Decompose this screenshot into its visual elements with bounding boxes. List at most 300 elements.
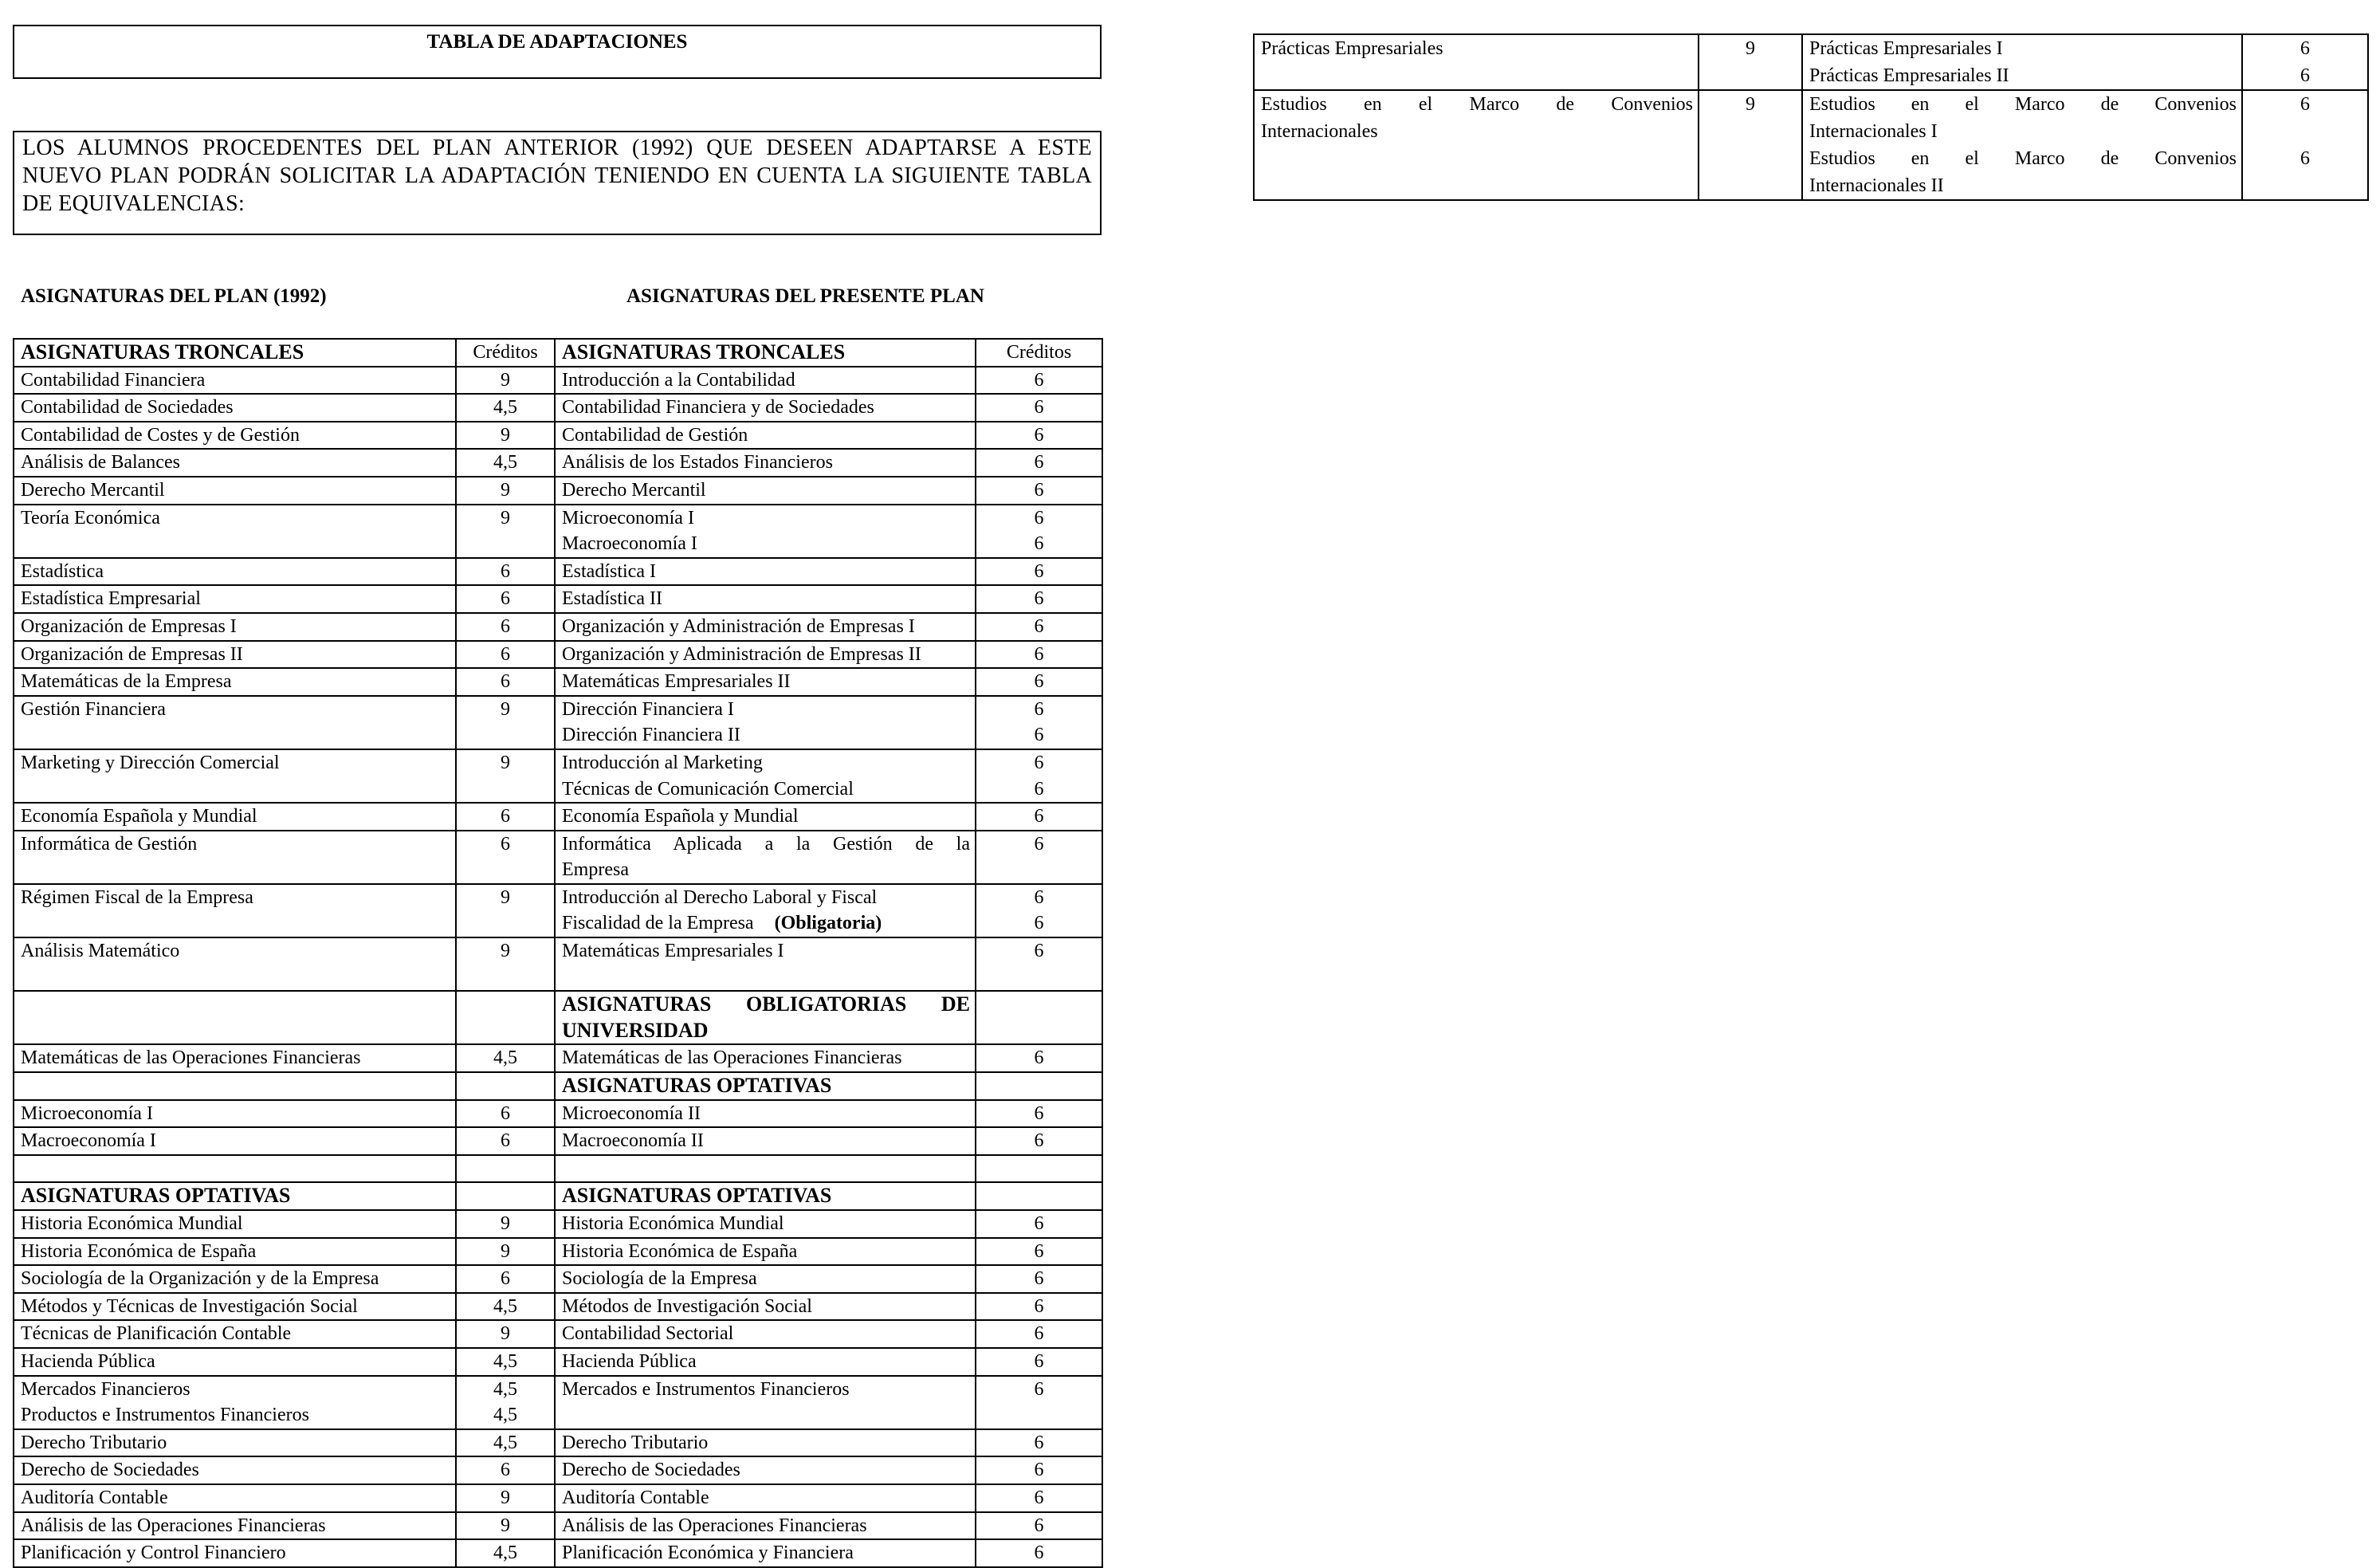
new-subject: [555, 1348, 976, 1376]
new-troncales-header: ASIGNATURAS TRONCALES: [555, 339, 976, 367]
new-credits-line: 6: [1034, 452, 1044, 474]
new-credits-line: 6: [1034, 1323, 1044, 1345]
old-credits-line: 9: [501, 1240, 510, 1262]
new-credits-line: 6: [1034, 533, 1044, 555]
old-credits-line: 4,5: [493, 1378, 517, 1400]
old-credits: [1699, 34, 1802, 90]
old-subject-line: [21, 776, 450, 803]
new-subject-line: Macroeconomía II: [562, 1130, 704, 1152]
old-subject-line: Prácticas Empresariales: [1261, 38, 1443, 59]
old-optativas-header: [14, 1182, 456, 1210]
old-credits-line: [1699, 118, 1801, 145]
old-credits: [456, 1376, 555, 1429]
old-credits-line: 6: [501, 806, 510, 827]
old-credits-line: [457, 531, 554, 557]
new-subject-line: Economía Española y Mundial: [562, 806, 799, 827]
old-subject-line: Matemáticas de las Operaciones Financieras: [21, 1047, 361, 1069]
new-subject-line: Informática Aplicada a la Gestión de la: [562, 833, 970, 855]
old-subject: [14, 1484, 456, 1512]
old-credits-line: 9: [1746, 38, 1755, 59]
old-credits-line: 4,5: [493, 1350, 517, 1372]
new-subject: [555, 668, 976, 696]
new-credits: [976, 1348, 1102, 1376]
new-credits-line: 6: [1034, 1515, 1044, 1536]
empty-cell: [456, 1182, 555, 1210]
new-subject-line: Planificación Económica y Financiera: [562, 1542, 854, 1564]
new-subject-line: Matemáticas de las Operaciones Financieras: [562, 1047, 902, 1069]
empty-cell-line: [21, 1156, 450, 1182]
old-credits-line: 6: [501, 588, 510, 610]
old-subject: [1254, 34, 1699, 90]
new-credits: [976, 1265, 1102, 1293]
new-subject: [555, 1293, 976, 1321]
obligatorias-header-line: ASIGNATURAS OBLIGATORIAS DE: [562, 992, 970, 1016]
empty-cell-line: [976, 1018, 1102, 1044]
old-subject: [14, 831, 456, 884]
new-subject: [555, 1429, 976, 1457]
new-subject-line: Derecho Mercantil: [562, 479, 706, 501]
old-credits-line: [1699, 62, 1801, 89]
optativas-header-row: [14, 1072, 1102, 1100]
new-subject: [555, 449, 976, 477]
new-credits: [976, 1484, 1102, 1512]
new-credits-line: 6: [1034, 560, 1044, 582]
new-credits: [976, 1320, 1102, 1348]
old-credits-line: 9: [1746, 94, 1755, 115]
old-credits-line: [457, 776, 554, 803]
old-subject: [14, 1293, 456, 1321]
new-credits: [976, 937, 1102, 991]
new-subject-line: Historia Económica de España: [562, 1240, 798, 1262]
new-credits-line: [2243, 118, 2367, 145]
continuation-table: [1253, 33, 2369, 201]
table-row: [14, 1265, 1102, 1293]
old-subject-line: Marketing y Dirección Comercial: [21, 752, 280, 773]
old-subject-line: [21, 910, 450, 937]
empty-cell: [976, 1182, 1102, 1210]
new-credits-line: 6: [2300, 38, 2310, 59]
new-credits-line: 6: [1034, 1047, 1044, 1069]
table-row: [14, 1044, 1102, 1072]
empty-cell: [976, 1155, 1102, 1183]
new-credits: [976, 585, 1102, 613]
old-credits-line: 9: [501, 698, 510, 720]
empty-cell: [456, 1072, 555, 1100]
old-subject-line: Microeconomía I: [21, 1102, 153, 1124]
equivalence-table-body: [14, 339, 1102, 1567]
old-subject: [14, 1376, 456, 1429]
table-row: [14, 831, 1102, 884]
old-credits-line: 6: [501, 1130, 510, 1152]
new-subject: [555, 1539, 976, 1567]
old-credits-line: 6: [501, 643, 510, 665]
old-subject: [14, 803, 456, 831]
old-subject-line: Contabilidad de Sociedades: [21, 397, 234, 419]
new-subject: [555, 1456, 976, 1484]
table-header-row: [14, 339, 1102, 367]
table-row: [1254, 34, 2368, 90]
table-row: [14, 1100, 1102, 1128]
new-credits: [976, 749, 1102, 803]
new-subject-line: Macroeconomía I: [562, 533, 697, 555]
new-credits-line: 6: [1034, 833, 1044, 855]
old-subject: [14, 585, 456, 613]
old-subject: [14, 422, 456, 450]
table-row: [14, 449, 1102, 477]
old-subject-line: [21, 857, 450, 883]
old-subject: [14, 1456, 456, 1484]
old-credits-line: 6: [501, 1460, 510, 1481]
new-subject-line: Estudios en el Marco de Convenios: [1809, 94, 2237, 115]
new-subject: [555, 1512, 976, 1540]
table-row: [14, 937, 1102, 991]
new-subject-line: [562, 910, 970, 937]
old-credits-line: 9: [501, 479, 510, 501]
old-credits: [456, 1539, 555, 1567]
table-row: [14, 477, 1102, 505]
old-subject: [14, 1429, 456, 1457]
old-credits: [456, 422, 555, 450]
old-credits: [456, 1456, 555, 1484]
table-row: [14, 1456, 1102, 1484]
old-credits: [456, 1100, 555, 1128]
old-subject-line: Internacionales: [1261, 121, 1378, 142]
old-subject-line: [1261, 145, 1693, 172]
table-row: [14, 803, 1102, 831]
old-credits-line: [457, 965, 554, 991]
old-credits-line: 9: [501, 507, 510, 529]
new-credits: [976, 1210, 1102, 1238]
old-subject: [14, 477, 456, 505]
table-row: [14, 696, 1102, 749]
new-subject-line: [562, 965, 970, 991]
new-credits: [976, 1238, 1102, 1266]
old-subject-line: Análisis Matemático: [21, 941, 180, 962]
new-credits: [976, 1127, 1102, 1155]
new-credits: [2242, 34, 2368, 90]
title-box: [13, 25, 1102, 79]
empty-cell-line: [457, 1018, 554, 1044]
new-credits-line: 6: [1034, 778, 1044, 800]
new-credits-line: 6: [1034, 913, 1044, 934]
optativas-header: [555, 1072, 976, 1100]
table-row: [14, 558, 1102, 586]
old-credits: [456, 1238, 555, 1266]
new-credits: [976, 1429, 1102, 1457]
old-credits-line: [1699, 145, 1801, 172]
new-subject: [555, 1238, 976, 1266]
old-subject-line: [21, 965, 450, 991]
new-credits-line: 6: [1034, 1102, 1044, 1124]
intro-box: [13, 131, 1102, 235]
new-subject-line: Técnicas de Comunicación Comercial: [562, 778, 854, 800]
new-credits: [976, 1100, 1102, 1128]
old-credits-line: 6: [501, 1268, 510, 1290]
new-credits-line: 6: [2300, 94, 2310, 115]
new-credits: [976, 803, 1102, 831]
old-subject-line: Auditoría Contable: [21, 1487, 168, 1508]
new-credits: [976, 1512, 1102, 1540]
new-subject-line: Prácticas Empresariales I: [1809, 38, 2003, 59]
old-credits: [456, 367, 555, 395]
empty-cell-line: [976, 1073, 1102, 1099]
table-row: [14, 505, 1102, 558]
old-credits: [456, 505, 555, 558]
new-credits-line: 6: [1034, 369, 1044, 391]
new-plan-heading: ASIGNATURAS DEL PRESENTE PLAN: [626, 285, 984, 307]
new-credits-line: 6: [1034, 1378, 1044, 1400]
old-subject: [14, 1210, 456, 1238]
new-subject-line: Microeconomía I: [562, 507, 694, 529]
old-credits-line: 9: [501, 752, 510, 773]
old-credits-line: 6: [501, 615, 510, 637]
old-credits: [456, 394, 555, 422]
empty-cell: [14, 991, 456, 1044]
new-credits: [976, 641, 1102, 669]
new-subject-line: Análisis de los Estados Financieros: [562, 452, 833, 474]
new-subject-line: Contabilidad Sectorial: [562, 1323, 734, 1345]
new-subject: [555, 803, 976, 831]
table-row: [14, 749, 1102, 803]
old-subject-line: Hacienda Pública: [21, 1350, 155, 1372]
empty-cell-line: [976, 1183, 1102, 1209]
old-subject-line: Organización de Empresas II: [21, 643, 243, 665]
old-credits: [456, 1210, 555, 1238]
empty-cell-line: [457, 1073, 554, 1099]
old-subject-line: Matemáticas de la Empresa: [21, 671, 232, 693]
new-credits-line: [976, 857, 1102, 883]
old-credits-line: 4,5: [493, 1405, 517, 1426]
new-optativas-header: [555, 1182, 976, 1210]
obligatorias-header-row: [14, 991, 1102, 1044]
new-subject-line: Internacionales II: [1809, 175, 1944, 196]
new-subject-line: Contabilidad de Gestión: [562, 424, 748, 446]
old-plan-heading: ASIGNATURAS DEL PLAN (1992): [21, 285, 327, 307]
new-subject: [555, 884, 976, 937]
new-credits: [976, 613, 1102, 641]
old-credits: [456, 641, 555, 669]
new-credits-line: 6: [1034, 615, 1044, 637]
new-credits: [2242, 90, 2368, 200]
old-subject-line: Estudios en el Marco de Convenios: [1261, 94, 1693, 115]
old-subject-line: Derecho Mercantil: [21, 479, 165, 501]
old-credits: [456, 1265, 555, 1293]
document-title: TABLA DE ADAPTACIONES: [426, 31, 688, 53]
new-subject: [555, 1210, 976, 1238]
new-subject-line: Organización y Administración de Empresas II: [562, 643, 921, 665]
new-subject: [555, 1320, 976, 1348]
old-subject-line: Estadística: [21, 560, 104, 582]
table-row: [14, 422, 1102, 450]
optativas-header-row: [14, 1182, 1102, 1210]
new-subject-line: Auditoría Contable: [562, 1487, 709, 1508]
new-subject: [555, 505, 976, 558]
new-subject: [555, 1100, 976, 1128]
old-subject-line: Análisis de las Operaciones Financieras: [21, 1515, 326, 1536]
table-row: [14, 1484, 1102, 1512]
new-credits-line: 6: [1034, 806, 1044, 827]
new-credits-line: 6: [1034, 643, 1044, 665]
old-credits: [456, 1293, 555, 1321]
new-credits-header: Créditos: [976, 339, 1102, 367]
new-subject: [555, 1376, 976, 1429]
old-credits-line: [1699, 172, 1801, 199]
empty-cell-line: [457, 992, 554, 1018]
new-subject-line: Estadística I: [562, 560, 656, 582]
new-credits: [976, 1376, 1102, 1429]
old-subject: [14, 1238, 456, 1266]
old-subject: [14, 1512, 456, 1540]
old-subject-line: Informática de Gestión: [21, 833, 198, 855]
old-credits: [456, 803, 555, 831]
new-credits-line: 6: [1034, 1268, 1044, 1290]
old-subject: [14, 558, 456, 586]
obligatoria-tag: (Obligatoria): [774, 913, 882, 934]
old-credits-line: 9: [501, 1213, 510, 1234]
obligatorias-header: [555, 991, 976, 1044]
old-subject: [14, 1127, 456, 1155]
old-credits-line: 9: [501, 1323, 510, 1345]
new-subject-line: [562, 1402, 970, 1428]
old-subject-line: Historia Económica de España: [21, 1240, 257, 1262]
new-subject-line: Estadística II: [562, 588, 662, 610]
old-credits-line: 6: [501, 671, 510, 693]
new-credits: [976, 558, 1102, 586]
old-subject-line: Gestión Financiera: [21, 698, 166, 720]
new-credits-line: 6: [1034, 1350, 1044, 1372]
new-credits-line: 6: [1034, 479, 1044, 501]
table-row: [14, 613, 1102, 641]
old-subject-line: Derecho Tributario: [21, 1432, 167, 1453]
old-credits-line: 4,5: [493, 1295, 517, 1317]
old-credits: [456, 585, 555, 613]
new-credits-line: 6: [1034, 1460, 1044, 1481]
table-row: [14, 1429, 1102, 1457]
old-credits: [456, 1512, 555, 1540]
old-credits: [456, 884, 555, 937]
table-row: [14, 394, 1102, 422]
old-credits: [456, 749, 555, 803]
old-credits: [456, 1044, 555, 1072]
empty-cell: [456, 991, 555, 1044]
new-subject-line: Microeconomía II: [562, 1102, 701, 1124]
table-row: [14, 1320, 1102, 1348]
new-credits-line: [2243, 172, 2367, 199]
new-credits: [976, 422, 1102, 450]
old-subject-line: Planificación y Control Financiero: [21, 1542, 286, 1564]
old-subject-line: [21, 722, 450, 749]
old-optativas-header-line: ASIGNATURAS OPTATIVAS: [21, 1184, 291, 1208]
old-credits-line: 6: [501, 1102, 510, 1124]
old-credits-line: 4,5: [493, 1047, 517, 1069]
old-subject-line: Técnicas de Planificación Contable: [21, 1323, 292, 1345]
old-subject: [14, 367, 456, 395]
old-credits: [456, 449, 555, 477]
new-subject: [555, 558, 976, 586]
new-credits-line: 6: [2300, 65, 2310, 86]
table-row: [14, 1539, 1102, 1567]
old-credits-line: [457, 910, 554, 937]
new-credits-line: 6: [1034, 941, 1044, 962]
old-subject: [14, 749, 456, 803]
old-subject: [14, 1044, 456, 1072]
new-subject: [555, 1127, 976, 1155]
old-subject-line: Sociología de la Organización y de la Empresa: [21, 1268, 379, 1290]
new-credits: [976, 505, 1102, 558]
new-credits-line: 6: [1034, 698, 1044, 720]
new-subject: [1802, 34, 2242, 90]
new-subject-line: Análisis de las Operaciones Financieras: [562, 1515, 867, 1536]
new-subject: [555, 696, 976, 749]
table-row: [14, 1127, 1102, 1155]
old-credits: [456, 558, 555, 586]
new-credits: [976, 1293, 1102, 1321]
new-subject: [555, 1044, 976, 1072]
empty-cell-line: [457, 1183, 554, 1209]
empty-cell: [14, 1072, 456, 1100]
new-subject: [555, 1265, 976, 1293]
old-subject: [14, 641, 456, 669]
new-credits-line: 6: [1034, 424, 1044, 446]
new-credits-line: 6: [1034, 1130, 1044, 1152]
new-subject-line: Estudios en el Marco de Convenios: [1809, 148, 2237, 169]
old-credits: [456, 696, 555, 749]
new-subject: [555, 367, 976, 395]
old-credits-line: 6: [501, 833, 510, 855]
old-subject-line: Macroeconomía I: [21, 1130, 156, 1152]
new-subject-line: Introducción al Marketing: [562, 752, 763, 773]
old-subject: [1254, 90, 1699, 200]
new-subject: [555, 613, 976, 641]
table-row: [14, 1238, 1102, 1266]
new-subject-text: Fiscalidad de la Empresa: [562, 913, 754, 934]
old-subject-line: Contabilidad Financiera: [21, 369, 206, 391]
empty-cell-line: [976, 1156, 1102, 1182]
table-row: [14, 668, 1102, 696]
old-credits-line: 6: [501, 560, 510, 582]
new-credits: [976, 696, 1102, 749]
empty-cell-line: [457, 1156, 554, 1182]
new-optativas-header-line: ASIGNATURAS OPTATIVAS: [562, 1184, 832, 1208]
new-subject-line: Dirección Financiera I: [562, 698, 734, 720]
new-credits-line: 6: [1034, 1542, 1044, 1564]
new-credits-line: 6: [1034, 1240, 1044, 1262]
new-credits: [976, 449, 1102, 477]
new-subject-line: Hacienda Pública: [562, 1350, 697, 1372]
old-subject-line: Teoría Económica: [21, 507, 160, 529]
new-subject: [555, 477, 976, 505]
old-subject-line: Contabilidad de Costes y de Gestión: [21, 424, 300, 446]
old-credits-line: [457, 722, 554, 749]
new-credits: [976, 1539, 1102, 1567]
new-credits-line: 6: [1034, 725, 1044, 746]
new-credits-line: 6: [1034, 886, 1044, 908]
new-subject: [555, 394, 976, 422]
new-credits: [976, 1044, 1102, 1072]
old-credits: [456, 1127, 555, 1155]
old-credits: [456, 937, 555, 991]
old-subject-line: Economía Española y Mundial: [21, 806, 257, 827]
new-credits-line: [976, 965, 1102, 991]
spacer-row: [14, 1155, 1102, 1183]
new-credits: [976, 1456, 1102, 1484]
old-troncales-header: ASIGNATURAS TRONCALES: [14, 339, 456, 367]
old-credits: [456, 1429, 555, 1457]
new-subject: [555, 749, 976, 803]
table-row: [14, 1512, 1102, 1540]
old-subject-line: Historia Económica Mundial: [21, 1213, 243, 1234]
new-subject-line: Derecho Tributario: [562, 1432, 709, 1453]
